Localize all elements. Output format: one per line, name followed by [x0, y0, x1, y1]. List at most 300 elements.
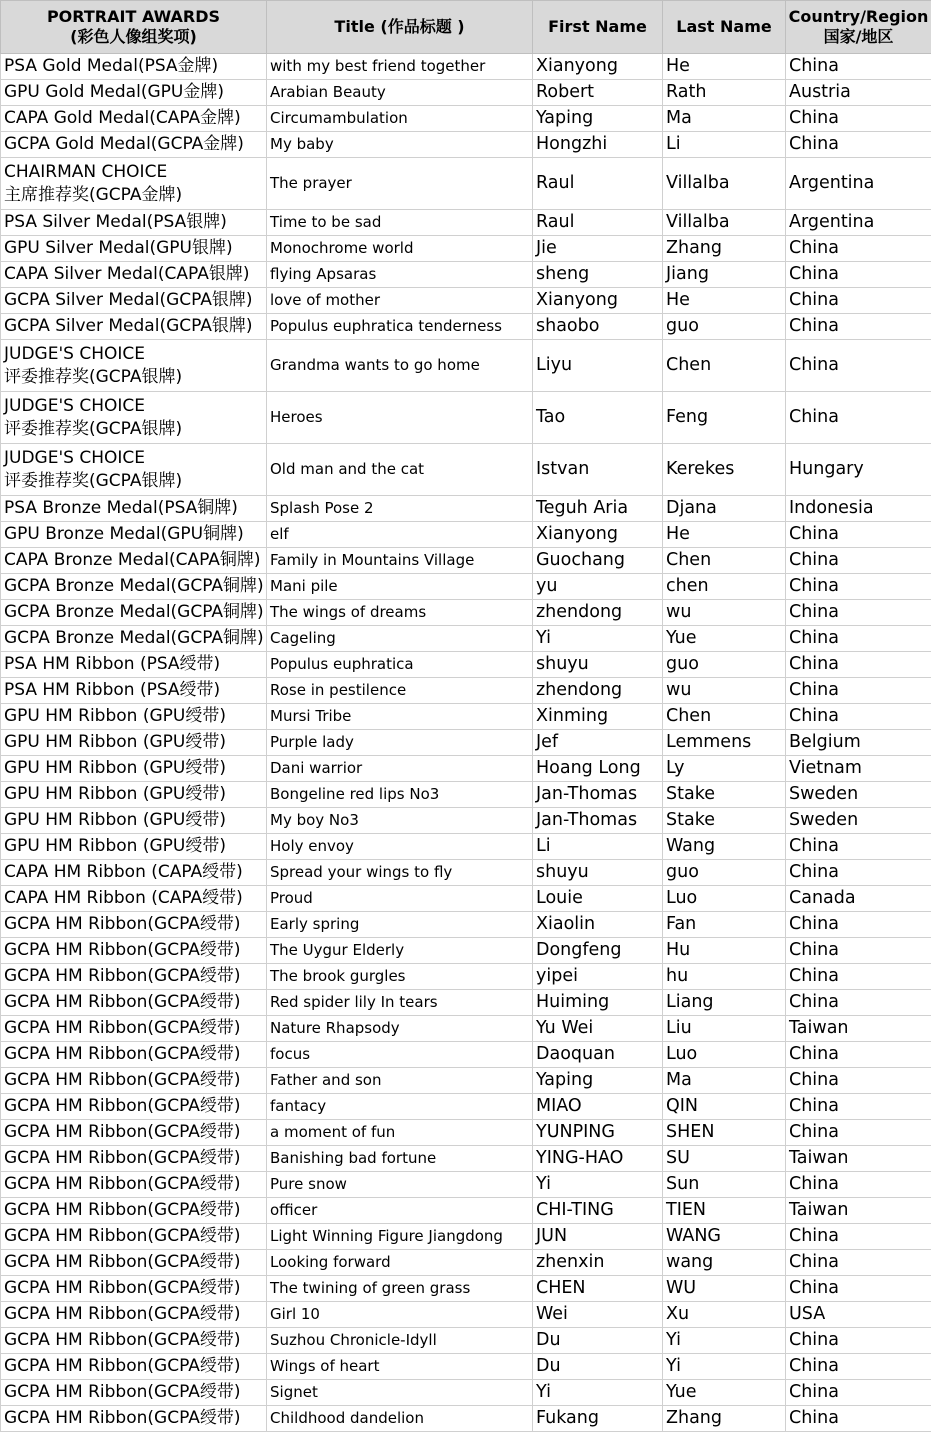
- header-title: Title (作品标题 ): [267, 1, 533, 54]
- country-cell: China: [786, 106, 931, 132]
- award-name: GCPA Bronze Medal(GCPA铜牌): [4, 576, 264, 596]
- photo-title-cell: Populus euphratica tenderness: [267, 314, 533, 340]
- last-name-cell: guo: [663, 860, 786, 886]
- first-name-cell: Hongzhi: [533, 132, 663, 158]
- country-cell: China: [786, 1328, 931, 1354]
- award-cell: [1, 1250, 267, 1276]
- last-name-cell: Yi: [663, 1354, 786, 1380]
- first-name-cell: zhendong: [533, 678, 663, 704]
- first-name-cell: yipei: [533, 964, 663, 990]
- first-name-cell: Louie: [533, 886, 663, 912]
- first-name-cell: Robert: [533, 80, 663, 106]
- table-row: [1, 1250, 931, 1276]
- award-name: GPU Silver Medal(GPU银牌): [4, 238, 233, 258]
- country-cell: Taiwan: [786, 1198, 931, 1224]
- photo-title-cell: Splash Pose 2: [267, 496, 533, 522]
- table-row: [1, 1354, 931, 1380]
- last-name-cell: Villalba: [663, 158, 786, 210]
- photo-title-cell: The wings of dreams: [267, 600, 533, 626]
- photo-title-cell: Father and son: [267, 1068, 533, 1094]
- country-cell: China: [786, 652, 931, 678]
- photo-title-cell: focus: [267, 1042, 533, 1068]
- last-name-cell: SU: [663, 1146, 786, 1172]
- table-row: [1, 652, 931, 678]
- table-row: [1, 1016, 931, 1042]
- photo-title-cell: Spread your wings to fly: [267, 860, 533, 886]
- last-name-cell: Stake: [663, 808, 786, 834]
- first-name-cell: Yaping: [533, 1068, 663, 1094]
- country-cell: USA: [786, 1302, 931, 1328]
- photo-title-cell: Holy envoy: [267, 834, 533, 860]
- last-name-cell: Ly: [663, 756, 786, 782]
- photo-title-cell: Populus euphratica: [267, 652, 533, 678]
- award-cell: [1, 496, 267, 522]
- award-name: GCPA HM Ribbon(GCPA绶带): [4, 1330, 241, 1350]
- award-name-chinese: 评委推荐奖(GCPA银牌): [4, 366, 183, 387]
- country-cell: China: [786, 1406, 931, 1432]
- last-name-cell: guo: [663, 314, 786, 340]
- country-cell: China: [786, 1250, 931, 1276]
- award-name: GCPA Silver Medal(GCPA银牌): [4, 316, 253, 336]
- first-name-cell: Raul: [533, 210, 663, 236]
- country-cell: China: [786, 860, 931, 886]
- first-name-cell: Yi: [533, 1172, 663, 1198]
- last-name-cell: He: [663, 288, 786, 314]
- award-cell: [1, 860, 267, 886]
- table-row: [1, 990, 931, 1016]
- award-name: GPU HM Ribbon (GPU绶带): [4, 706, 226, 726]
- photo-title-cell: Early spring: [267, 912, 533, 938]
- award-name: GCPA Bronze Medal(GCPA铜牌): [4, 628, 264, 648]
- award-name: GCPA HM Ribbon(GCPA绶带): [4, 1018, 241, 1038]
- photo-title-cell: Mani pile: [267, 574, 533, 600]
- award-cell: [1, 1094, 267, 1120]
- country-cell: Canada: [786, 886, 931, 912]
- table-row: [1, 1224, 931, 1250]
- last-name-cell: Xu: [663, 1302, 786, 1328]
- first-name-cell: Fukang: [533, 1406, 663, 1432]
- table-row: [1, 1172, 931, 1198]
- award-cell: [1, 886, 267, 912]
- award-name: GCPA HM Ribbon(GCPA绶带): [4, 914, 241, 934]
- photo-title-cell: flying Apsaras: [267, 262, 533, 288]
- country-cell: China: [786, 132, 931, 158]
- first-name-cell: CHEN: [533, 1276, 663, 1302]
- table-row: [1, 1068, 931, 1094]
- award-name: CAPA HM Ribbon (CAPA绶带): [4, 888, 243, 908]
- award-cell: [1, 912, 267, 938]
- photo-title-cell: The prayer: [267, 158, 533, 210]
- award-name: PSA Bronze Medal(PSA铜牌): [4, 498, 238, 518]
- award-name: GCPA HM Ribbon(GCPA绶带): [4, 1278, 241, 1298]
- award-name: CHAIRMAN CHOICE: [4, 161, 168, 182]
- photo-title-cell: Girl 10: [267, 1302, 533, 1328]
- award-name: PSA HM Ribbon (PSA绶带): [4, 680, 221, 700]
- first-name-cell: Xinming: [533, 704, 663, 730]
- first-name-cell: JUN: [533, 1224, 663, 1250]
- photo-title-cell: elf: [267, 522, 533, 548]
- country-cell: China: [786, 834, 931, 860]
- award-name: CAPA Bronze Medal(CAPA铜牌): [4, 550, 261, 570]
- award-name: GPU Gold Medal(GPU金牌): [4, 82, 224, 102]
- award-name: GCPA Silver Medal(GCPA银牌): [4, 290, 253, 310]
- country-cell: Vietnam: [786, 756, 931, 782]
- photo-title-cell: a moment of fun: [267, 1120, 533, 1146]
- photo-title-cell: Family in Mountains Village: [267, 548, 533, 574]
- first-name-cell: Yi: [533, 626, 663, 652]
- award-cell: [1, 834, 267, 860]
- first-name-cell: Xianyong: [533, 522, 663, 548]
- table-row: [1, 1094, 931, 1120]
- header-first-name: First Name: [533, 1, 663, 54]
- award-name: GPU Bronze Medal(GPU铜牌): [4, 524, 244, 544]
- last-name-cell: Zhang: [663, 1406, 786, 1432]
- award-cell: [1, 340, 267, 392]
- award-cell: [1, 132, 267, 158]
- table-row: [1, 548, 931, 574]
- first-name-cell: Yu Wei: [533, 1016, 663, 1042]
- table-row: [1, 704, 931, 730]
- award-cell: [1, 1172, 267, 1198]
- last-name-cell: Rath: [663, 80, 786, 106]
- last-name-cell: Chen: [663, 548, 786, 574]
- last-name-cell: wang: [663, 1250, 786, 1276]
- table-row: [1, 106, 931, 132]
- photo-title-cell: Circumambulation: [267, 106, 533, 132]
- first-name-cell: Huiming: [533, 990, 663, 1016]
- header-row: [1, 1, 931, 54]
- country-cell: China: [786, 574, 931, 600]
- first-name-cell: Xianyong: [533, 288, 663, 314]
- country-cell: Sweden: [786, 782, 931, 808]
- first-name-cell: Guochang: [533, 548, 663, 574]
- award-name: GPU HM Ribbon (GPU绶带): [4, 732, 226, 752]
- table-row: [1, 236, 931, 262]
- award-name: GPU HM Ribbon (GPU绶带): [4, 758, 226, 778]
- award-cell: [1, 522, 267, 548]
- last-name-cell: Kerekes: [663, 444, 786, 496]
- photo-title-cell: Wings of heart: [267, 1354, 533, 1380]
- table-row: [1, 782, 931, 808]
- table-row: [1, 808, 931, 834]
- award-cell: [1, 1016, 267, 1042]
- last-name-cell: Wang: [663, 834, 786, 860]
- first-name-cell: shuyu: [533, 652, 663, 678]
- country-cell: China: [786, 54, 931, 80]
- table-row: [1, 392, 931, 444]
- award-cell: [1, 1302, 267, 1328]
- first-name-cell: Raul: [533, 158, 663, 210]
- award-name: JUDGE'S CHOICE: [4, 395, 145, 416]
- country-cell: China: [786, 678, 931, 704]
- last-name-cell: Sun: [663, 1172, 786, 1198]
- award-cell: [1, 704, 267, 730]
- first-name-cell: yu: [533, 574, 663, 600]
- award-name: GPU HM Ribbon (GPU绶带): [4, 810, 226, 830]
- first-name-cell: Yi: [533, 1380, 663, 1406]
- award-cell: [1, 80, 267, 106]
- table-row: [1, 132, 931, 158]
- country-cell: China: [786, 1120, 931, 1146]
- first-name-cell: Daoquan: [533, 1042, 663, 1068]
- table-row: [1, 1146, 931, 1172]
- award-name: PSA HM Ribbon (PSA绶带): [4, 654, 221, 674]
- country-cell: Argentina: [786, 158, 931, 210]
- country-cell: China: [786, 288, 931, 314]
- photo-title-cell: Time to be sad: [267, 210, 533, 236]
- last-name-cell: Ma: [663, 1068, 786, 1094]
- country-cell: China: [786, 1094, 931, 1120]
- photo-title-cell: Heroes: [267, 392, 533, 444]
- photo-title-cell: The Uygur Elderly: [267, 938, 533, 964]
- country-cell: Austria: [786, 80, 931, 106]
- award-name: GCPA HM Ribbon(GCPA绶带): [4, 1356, 241, 1376]
- photo-title-cell: The twining of green grass: [267, 1276, 533, 1302]
- award-cell: [1, 652, 267, 678]
- award-name: JUDGE'S CHOICE: [4, 447, 145, 468]
- photo-title-cell: fantacy: [267, 1094, 533, 1120]
- table-row: [1, 158, 931, 210]
- header-award: [1, 1, 267, 54]
- award-name: PSA Gold Medal(PSA金牌): [4, 56, 219, 76]
- table-row: [1, 54, 931, 80]
- last-name-cell: Yue: [663, 626, 786, 652]
- award-cell: [1, 1146, 267, 1172]
- photo-title-cell: Proud: [267, 886, 533, 912]
- last-name-cell: Yi: [663, 1328, 786, 1354]
- country-cell: Argentina: [786, 210, 931, 236]
- award-cell: [1, 548, 267, 574]
- first-name-cell: CHI-TING: [533, 1198, 663, 1224]
- first-name-cell: Yaping: [533, 106, 663, 132]
- first-name-cell: Jan-Thomas: [533, 782, 663, 808]
- country-cell: China: [786, 340, 931, 392]
- last-name-cell: Stake: [663, 782, 786, 808]
- last-name-cell: Hu: [663, 938, 786, 964]
- award-name: GCPA HM Ribbon(GCPA绶带): [4, 1096, 241, 1116]
- award-name: GCPA HM Ribbon(GCPA绶带): [4, 1304, 241, 1324]
- last-name-cell: Zhang: [663, 236, 786, 262]
- award-cell: [1, 756, 267, 782]
- table-body: [1, 54, 931, 1432]
- country-cell: China: [786, 522, 931, 548]
- award-cell: [1, 626, 267, 652]
- award-cell: [1, 1224, 267, 1250]
- header-award-line1: PORTRAIT AWARDS: [46, 7, 221, 26]
- table-row: [1, 860, 931, 886]
- award-cell: [1, 1276, 267, 1302]
- country-cell: China: [786, 990, 931, 1016]
- table-row: [1, 80, 931, 106]
- award-cell: [1, 1406, 267, 1432]
- photo-title-cell: My baby: [267, 132, 533, 158]
- award-name: GCPA HM Ribbon(GCPA绶带): [4, 1044, 241, 1064]
- last-name-cell: Jiang: [663, 262, 786, 288]
- first-name-cell: MIAO: [533, 1094, 663, 1120]
- table-row: [1, 730, 931, 756]
- country-cell: China: [786, 912, 931, 938]
- photo-title-cell: Cageling: [267, 626, 533, 652]
- table-row: [1, 1380, 931, 1406]
- last-name-cell: chen: [663, 574, 786, 600]
- award-cell: [1, 392, 267, 444]
- table-row: [1, 756, 931, 782]
- award-cell: [1, 808, 267, 834]
- last-name-cell: guo: [663, 652, 786, 678]
- country-cell: China: [786, 938, 931, 964]
- award-cell: [1, 964, 267, 990]
- country-cell: China: [786, 1068, 931, 1094]
- photo-title-cell: Looking forward: [267, 1250, 533, 1276]
- award-name: GCPA HM Ribbon(GCPA绶带): [4, 1252, 241, 1272]
- header-country: [786, 1, 931, 54]
- last-name-cell: TIEN: [663, 1198, 786, 1224]
- award-cell: [1, 1120, 267, 1146]
- photo-title-cell: Nature Rhapsody: [267, 1016, 533, 1042]
- first-name-cell: YUNPING: [533, 1120, 663, 1146]
- country-cell: China: [786, 548, 931, 574]
- first-name-cell: Teguh Aria: [533, 496, 663, 522]
- last-name-cell: Djana: [663, 496, 786, 522]
- award-name: GCPA HM Ribbon(GCPA绶带): [4, 992, 241, 1012]
- award-cell: [1, 938, 267, 964]
- photo-title-cell: My boy No3: [267, 808, 533, 834]
- award-name-chinese: 主席推荐奖(GCPA金牌): [4, 184, 183, 205]
- award-name: GCPA HM Ribbon(GCPA绶带): [4, 1070, 241, 1090]
- award-cell: [1, 1354, 267, 1380]
- table-row: [1, 1302, 931, 1328]
- award-cell: [1, 1198, 267, 1224]
- award-name: GCPA HM Ribbon(GCPA绶带): [4, 940, 241, 960]
- first-name-cell: Du: [533, 1328, 663, 1354]
- table-row: [1, 1276, 931, 1302]
- award-name: GCPA HM Ribbon(GCPA绶带): [4, 1408, 241, 1428]
- award-name: JUDGE'S CHOICE: [4, 343, 145, 364]
- photo-title-cell: Grandma wants to go home: [267, 340, 533, 392]
- table-row: [1, 444, 931, 496]
- country-cell: China: [786, 1172, 931, 1198]
- photo-title-cell: Pure snow: [267, 1172, 533, 1198]
- table-row: [1, 938, 931, 964]
- award-cell: [1, 782, 267, 808]
- first-name-cell: Du: [533, 1354, 663, 1380]
- photo-title-cell: Light Winning Figure Jiangdong: [267, 1224, 533, 1250]
- table-row: [1, 886, 931, 912]
- award-name: GPU HM Ribbon (GPU绶带): [4, 836, 226, 856]
- first-name-cell: Dongfeng: [533, 938, 663, 964]
- table-row: [1, 288, 931, 314]
- award-cell: [1, 1380, 267, 1406]
- table-header: [1, 1, 931, 54]
- first-name-cell: zhenxin: [533, 1250, 663, 1276]
- table-row: [1, 678, 931, 704]
- award-name: GCPA HM Ribbon(GCPA绶带): [4, 966, 241, 986]
- first-name-cell: shaobo: [533, 314, 663, 340]
- award-name: PSA Silver Medal(PSA银牌): [4, 212, 227, 232]
- first-name-cell: Xiaolin: [533, 912, 663, 938]
- photo-title-cell: love of mother: [267, 288, 533, 314]
- photo-title-cell: Rose in pestilence: [267, 678, 533, 704]
- award-cell: [1, 678, 267, 704]
- award-name: GCPA HM Ribbon(GCPA绶带): [4, 1122, 241, 1142]
- table-row: [1, 1042, 931, 1068]
- first-name-cell: sheng: [533, 262, 663, 288]
- photo-title-cell: Mursi Tribe: [267, 704, 533, 730]
- country-cell: Hungary: [786, 444, 931, 496]
- last-name-cell: He: [663, 54, 786, 80]
- award-cell: [1, 288, 267, 314]
- award-name: GCPA HM Ribbon(GCPA绶带): [4, 1148, 241, 1168]
- header-last-name: Last Name: [663, 1, 786, 54]
- country-cell: Indonesia: [786, 496, 931, 522]
- last-name-cell: Chen: [663, 704, 786, 730]
- award-name: GCPA HM Ribbon(GCPA绶带): [4, 1382, 241, 1402]
- first-name-cell: YING-HAO: [533, 1146, 663, 1172]
- award-name-chinese: 评委推荐奖(GCPA银牌): [4, 470, 183, 491]
- table-row: [1, 834, 931, 860]
- table-row: [1, 964, 931, 990]
- photo-title-cell: with my best friend together: [267, 54, 533, 80]
- table-row: [1, 574, 931, 600]
- award-cell: [1, 106, 267, 132]
- last-name-cell: WANG: [663, 1224, 786, 1250]
- country-cell: China: [786, 236, 931, 262]
- table-row: [1, 1328, 931, 1354]
- award-cell: [1, 574, 267, 600]
- country-cell: China: [786, 1042, 931, 1068]
- table-row: [1, 1120, 931, 1146]
- table-row: [1, 496, 931, 522]
- photo-title-cell: The brook gurgles: [267, 964, 533, 990]
- last-name-cell: Liang: [663, 990, 786, 1016]
- award-cell: [1, 1068, 267, 1094]
- photo-title-cell: Dani warrior: [267, 756, 533, 782]
- last-name-cell: Chen: [663, 340, 786, 392]
- first-name-cell: zhendong: [533, 600, 663, 626]
- award-name: GCPA Bronze Medal(GCPA铜牌): [4, 602, 264, 622]
- photo-title-cell: Childhood dandelion: [267, 1406, 533, 1432]
- table-row: [1, 522, 931, 548]
- first-name-cell: shuyu: [533, 860, 663, 886]
- award-cell: [1, 314, 267, 340]
- first-name-cell: Jan-Thomas: [533, 808, 663, 834]
- photo-title-cell: Old man and the cat: [267, 444, 533, 496]
- award-cell: [1, 236, 267, 262]
- first-name-cell: Xianyong: [533, 54, 663, 80]
- last-name-cell: Villalba: [663, 210, 786, 236]
- table-row: [1, 262, 931, 288]
- country-cell: China: [786, 626, 931, 652]
- table-row: [1, 340, 931, 392]
- header-country-line2: 国家/地区: [823, 27, 894, 46]
- first-name-cell: Wei: [533, 1302, 663, 1328]
- photo-title-cell: Arabian Beauty: [267, 80, 533, 106]
- award-cell: [1, 210, 267, 236]
- photo-title-cell: Bongeline red lips No3: [267, 782, 533, 808]
- last-name-cell: Fan: [663, 912, 786, 938]
- country-cell: China: [786, 704, 931, 730]
- last-name-cell: Lemmens: [663, 730, 786, 756]
- award-name: GCPA HM Ribbon(GCPA绶带): [4, 1174, 241, 1194]
- last-name-cell: SHEN: [663, 1120, 786, 1146]
- last-name-cell: Li: [663, 132, 786, 158]
- country-cell: Sweden: [786, 808, 931, 834]
- last-name-cell: wu: [663, 600, 786, 626]
- first-name-cell: Istvan: [533, 444, 663, 496]
- photo-title-cell: Banishing bad fortune: [267, 1146, 533, 1172]
- award-name: GCPA HM Ribbon(GCPA绶带): [4, 1200, 241, 1220]
- award-cell: [1, 54, 267, 80]
